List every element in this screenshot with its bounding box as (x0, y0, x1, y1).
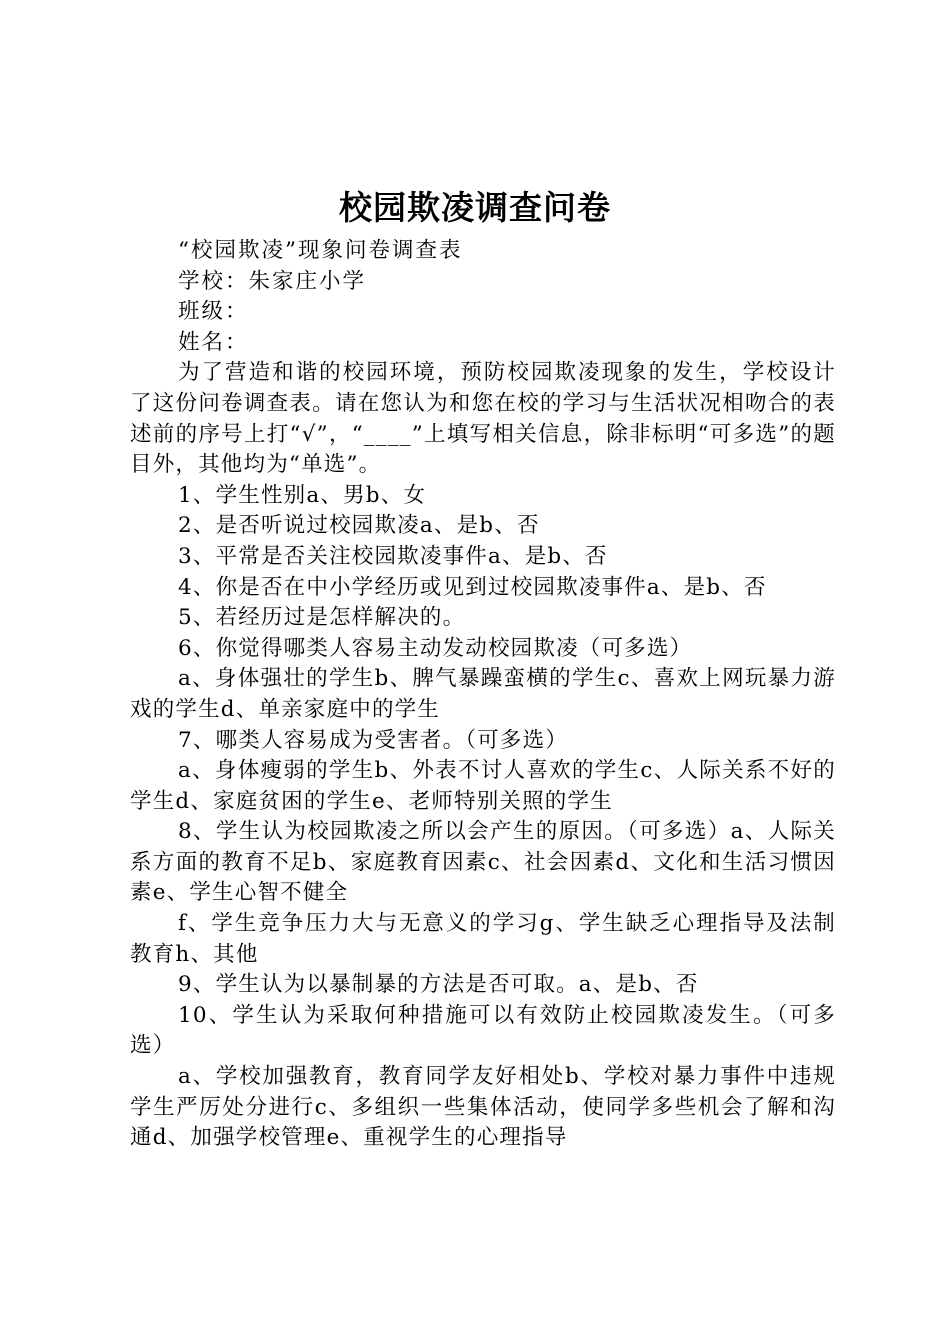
document-title: 校园欺凌调查问卷 (339, 188, 611, 227)
question-1: 1、学生性别a、男b、女 (178, 482, 427, 508)
question-5: 5、若经历过是怎样解决的。 (178, 605, 466, 631)
document-body (130, 236, 836, 1154)
survey-subtitle: “校园欺凌”现象问卷调查表 (178, 238, 463, 263)
school-line: 学校：朱家庄小学 (178, 268, 367, 294)
question-10-options: a、学校加强教育，教育同学友好相处b、学校对暴力事件中违规学生严厉处分进行c、多组织一些集体活动，使同学多些机会了解和沟通d、加强学校管理e、重视学生的心理指导 (130, 1064, 836, 1151)
question-8-options-cont: f、学生竞争压力大与无意义的学习g、学生缺乏心理指导及法制教育h、其他 (130, 911, 836, 967)
question-6: 6、你觉得哪类人容易主动发动校园欺凌（可多选） (178, 635, 693, 661)
intro-paragraph: 为了营造和谐的校园环境，预防校园欺凌现象的发生，学校设计了这份问卷调查表。请在您认为和您在校的学习与生活状况相吻合的表述前的序号上打“√”，“____”上填写相关信息，除非标明“可多选”的题目外，其他均为“单选”。 (130, 360, 836, 478)
question-3: 3、平常是否关注校园欺凌事件a、是b、否 (178, 543, 608, 569)
question-4: 4、你是否在中小学经历或见到过校园欺凌事件a、是b、否 (178, 574, 767, 600)
class-line: 班级： (178, 299, 249, 325)
question-10: 10、学生认为采取何种措施可以有效防止校园欺凌发生。（可多选） (130, 1002, 836, 1059)
question-7: 7、哪类人容易成为受害者。（可多选） (178, 727, 569, 753)
question-7-options: a、身体瘦弱的学生b、外表不讨人喜欢的学生c、人际关系不好的学生d、家庭贫困的学生e、老师特别关照的学生 (130, 758, 836, 814)
question-8: 8、学生认为校园欺凌之所以会产生的原因。（可多选）a、人际关系方面的教育不足b、家庭教育因素c、社会因素d、文化和生活习惯因素e、学生心智不健全 (130, 819, 836, 906)
question-2: 2、是否听说过校园欺凌a、是b、否 (178, 513, 540, 539)
question-6-options: a、身体强壮的学生b、脾气暴躁蛮横的学生c、喜欢上网玩暴力游戏的学生d、单亲家庭中的学生 (130, 666, 836, 722)
name-line: 姓名： (178, 329, 249, 355)
question-9: 9、学生认为以暴制暴的方法是否可取。a、是b、否 (178, 972, 699, 998)
